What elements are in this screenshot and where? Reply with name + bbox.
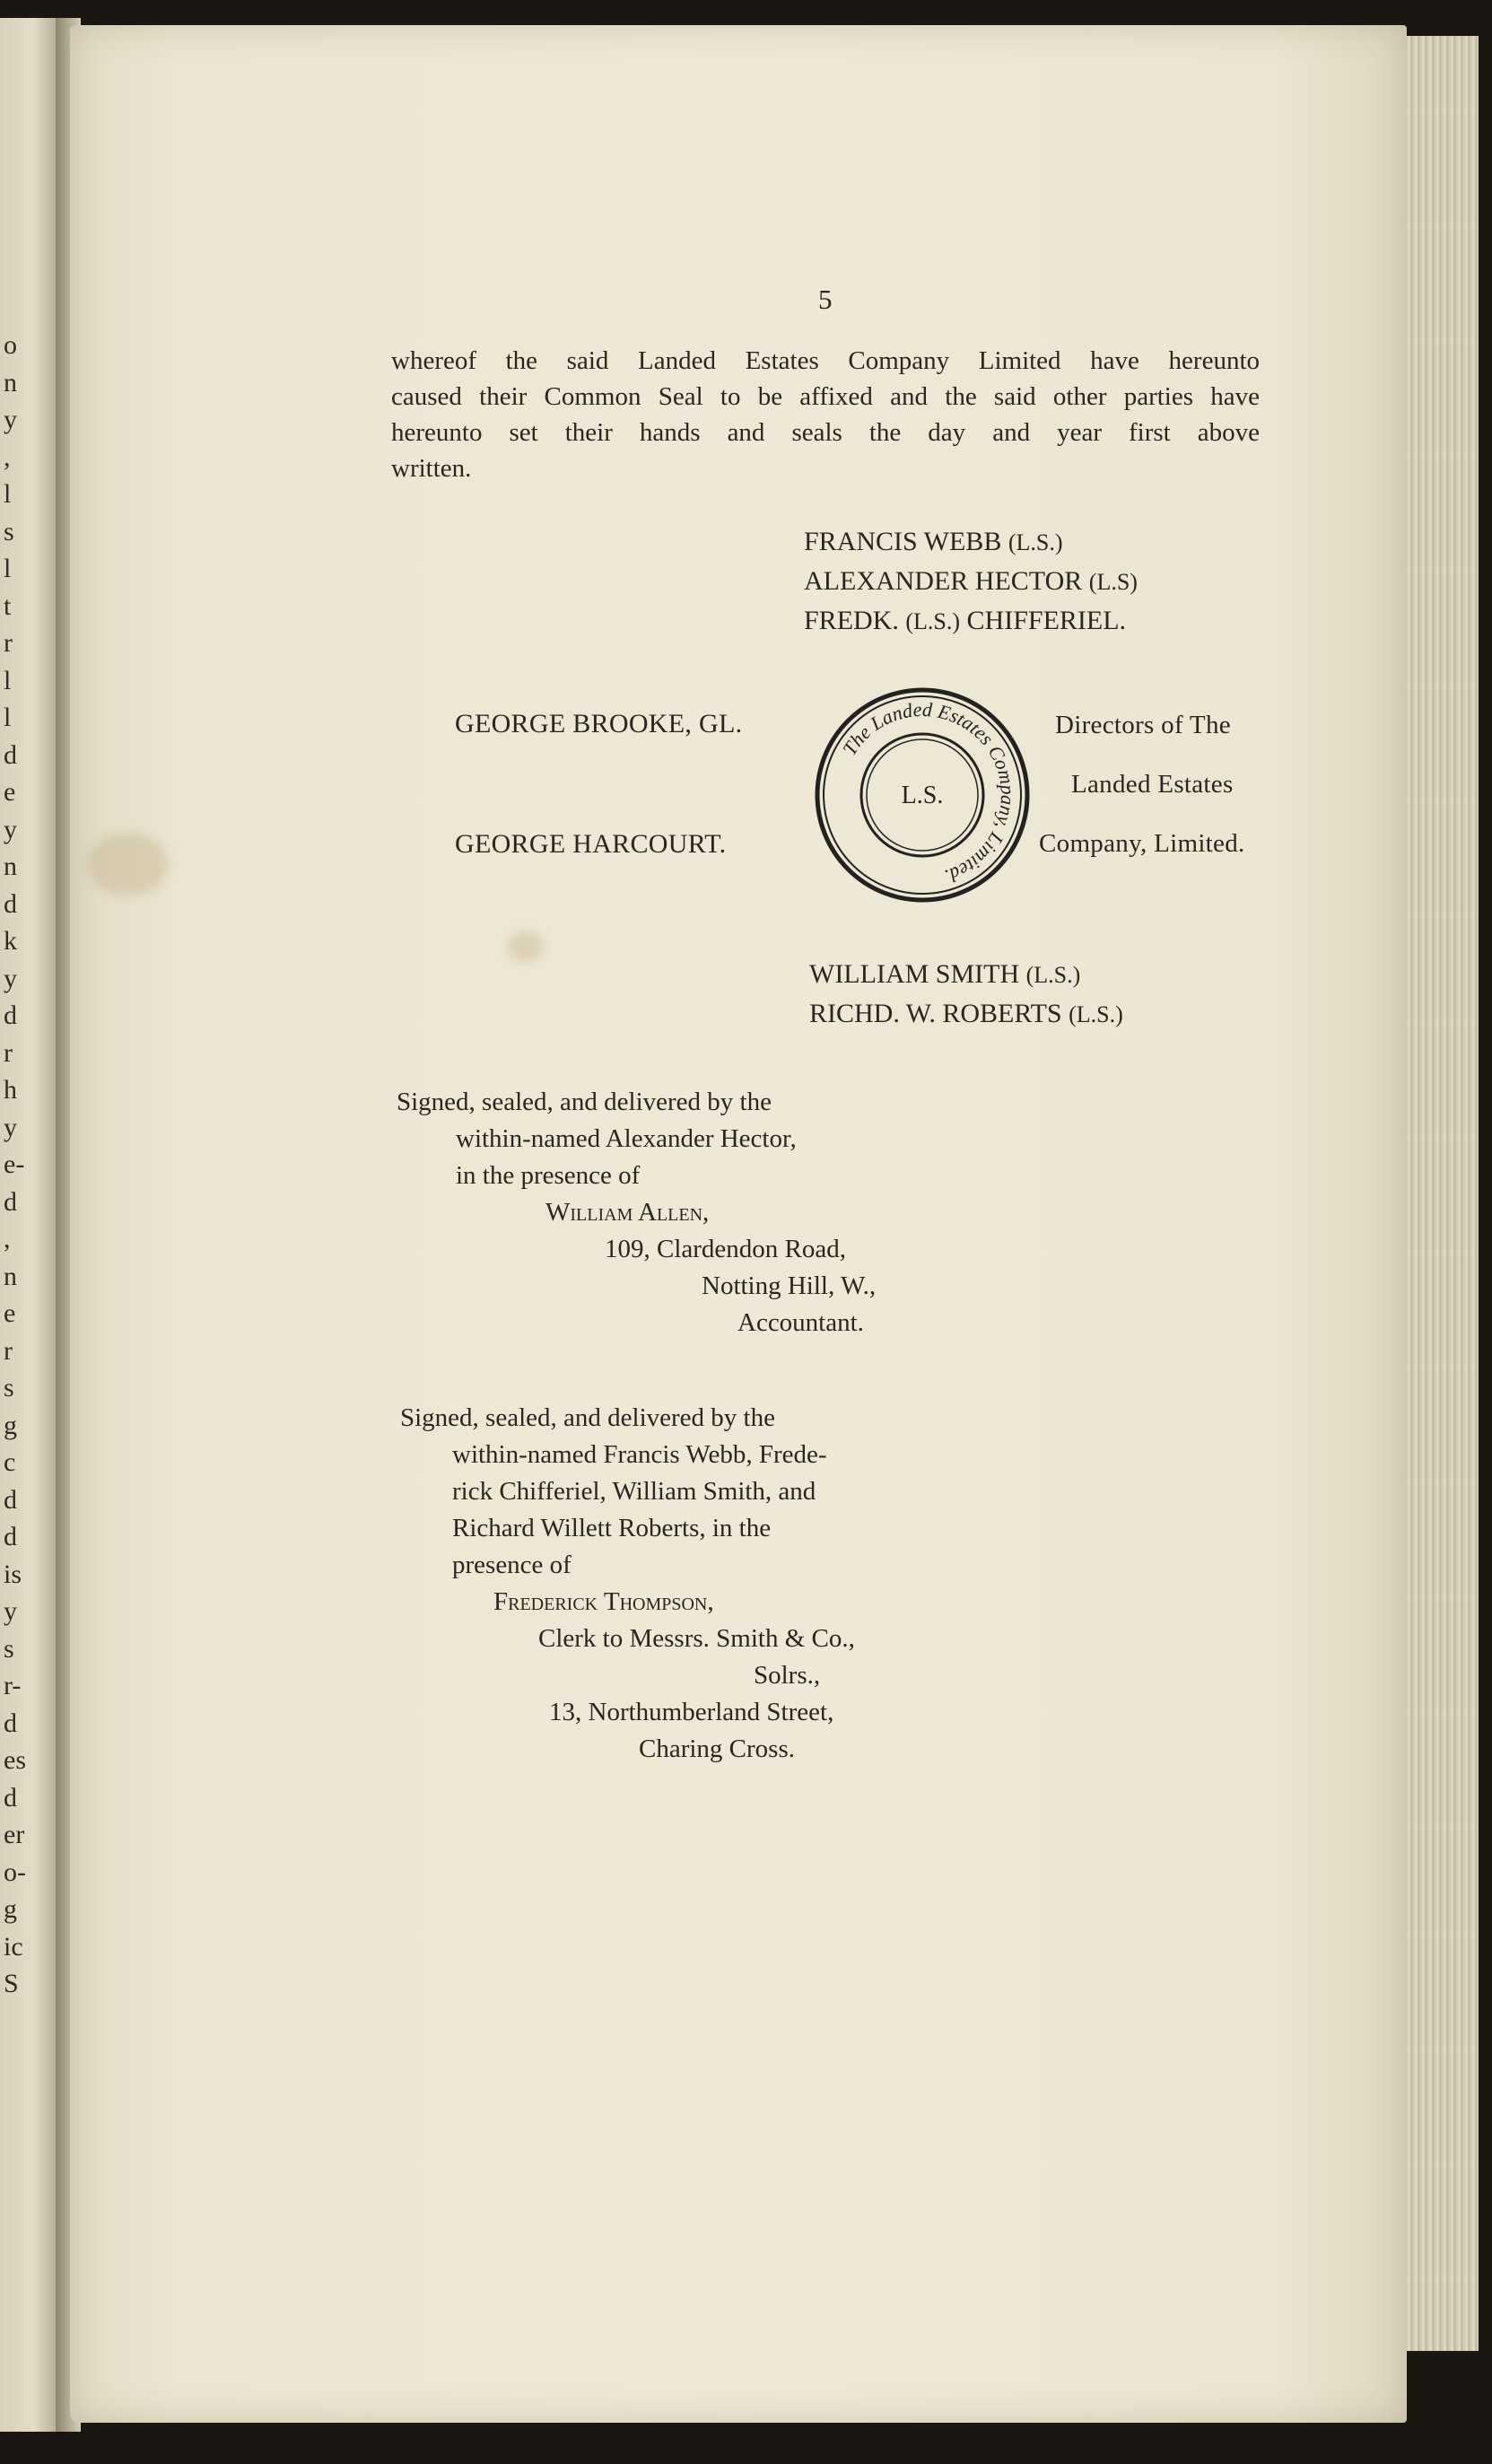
ls-mark: (L.S) (1088, 569, 1138, 595)
left-page-fragment: d (4, 1186, 17, 1217)
signatory-name: WILLIAM SMITH (809, 959, 1020, 989)
left-page-fragment: s (4, 516, 14, 546)
witness-address-line: Accountant. (737, 1308, 864, 1337)
signatory-name: RICHD. W. ROBERTS (809, 999, 1062, 1028)
left-page-fragment: t (4, 590, 12, 621)
directors-line: Landed Estates (1071, 770, 1234, 799)
left-page-fragment: S (4, 1969, 19, 1998)
signatories-top (804, 522, 1138, 641)
left-page-fragment: er (4, 1820, 25, 1849)
left-page-edge (0, 18, 56, 2432)
left-page-fragment: k (4, 926, 17, 956)
left-page-fragment: g (4, 1894, 17, 1924)
left-page-fragment: d (4, 1000, 17, 1030)
left-page-fragment: r (4, 1335, 13, 1366)
left-page-fragment: d (4, 1484, 17, 1515)
left-page-fragment: is (4, 1559, 22, 1589)
signatory-line (804, 522, 1138, 562)
left-page-fragment: g (4, 1410, 17, 1440)
body-line: hereunto set their hands and seals the day and year first above (391, 418, 1260, 447)
signatory-line (809, 994, 1123, 1034)
witness-address-line: Notting Hill, W., (702, 1271, 877, 1300)
left-page-fragment: , (4, 441, 11, 472)
left-page-fragment: r (4, 1037, 13, 1068)
witness-address-line: 13, Northumberland Street, (549, 1698, 834, 1726)
left-page-fragment: e (4, 777, 16, 807)
left-page-fragment: l (4, 665, 12, 695)
page-number: 5 (818, 284, 833, 315)
signatory-name: ALEXANDER HECTOR (804, 566, 1083, 596)
left-page-fragment: es (4, 1745, 26, 1775)
body-paragraph (391, 343, 1260, 486)
left-page-fragment: e (4, 1298, 16, 1328)
left-page-fragment: n (4, 1261, 17, 1291)
left-page-fragment: y (4, 1596, 17, 1626)
body-line: written. (391, 454, 472, 483)
ls-mark: (L.S.) (1025, 962, 1081, 988)
left-page-fragment: d (4, 1522, 17, 1551)
page-stack-edges (1407, 36, 1479, 2351)
left-page-fragment: h (4, 1075, 17, 1105)
attestation-line: Signed, sealed, and delivered by the (397, 1088, 772, 1116)
left-page-fragment: r- (4, 1671, 22, 1700)
left-page-fragment: d (4, 1708, 17, 1738)
attestation-line: presence of (452, 1551, 571, 1579)
signatories-bottom (809, 955, 1123, 1034)
attestation-francis-webb (400, 1400, 855, 1768)
left-page-fragment: y (4, 1112, 17, 1142)
witness-address-line: Charing Cross. (639, 1734, 795, 1763)
left-page-fragment: d (4, 1782, 17, 1813)
attestation-line: Richard Willett Roberts, in the (452, 1514, 772, 1542)
attestation-line: in the presence of (456, 1161, 641, 1190)
signatory-line (809, 955, 1123, 994)
seal-ring-text: The Landed Estates Company, Limited. (837, 697, 1020, 888)
witness-george-harcourt: GEORGE HARCOURT. (455, 829, 727, 859)
left-page-fragment: n (4, 367, 17, 398)
seal-center-text: L.S. (901, 782, 944, 809)
witness-george-brooke: GEORGE BROOKE, GL. (455, 709, 743, 738)
ls-mark: (L.S.) (1069, 1001, 1123, 1027)
attestation-line: within-named Francis Webb, Frede- (452, 1440, 827, 1469)
attestation-line: rick Chifferiel, William Smith, and (452, 1477, 816, 1506)
witness-name: Frederick Thompson, (493, 1587, 714, 1616)
directors-line: Company, Limited. (1039, 829, 1245, 858)
left-page-fragment: o- (4, 1857, 26, 1887)
left-page-fragment: s (4, 1633, 14, 1664)
left-page-fragment: y (4, 405, 17, 434)
signatory-line (804, 562, 1138, 601)
left-page-fragment: , (4, 1224, 11, 1254)
signatory-name: FREDK. (804, 606, 899, 635)
signatory-name: CHIFFERIEL. (966, 606, 1127, 635)
ls-mark: (L.S.) (905, 608, 961, 634)
left-page-fragment: y (4, 963, 17, 993)
left-page-fragment: d (4, 739, 17, 770)
witness-address-line: Clerk to Messrs. Smith & Co., (538, 1624, 855, 1653)
witness-address-line: Solrs., (754, 1661, 821, 1690)
left-page-fragment: l (4, 703, 12, 732)
body-line: caused their Common Seal to be affixed and the said other parties have (391, 382, 1260, 411)
ls-mark: (L.S.) (1008, 529, 1063, 555)
directors-line: Directors of The (1055, 711, 1231, 739)
left-page-fragment: ic (4, 1931, 23, 1962)
left-page-fragment: s (4, 1373, 14, 1402)
left-page-fragment: n (4, 852, 17, 881)
left-page-fragment: l (4, 479, 12, 509)
paper-stain (508, 931, 544, 962)
left-page-fragment: o (4, 330, 17, 360)
company-seal (814, 686, 1031, 904)
signatory-line (804, 601, 1138, 641)
left-page-fragment: d (4, 888, 17, 919)
witness-address-line: 109, Clardendon Road, (605, 1235, 847, 1263)
attestation-line: within-named Alexander Hector, (456, 1124, 797, 1153)
signatory-name: FRANCIS WEBB (804, 527, 1002, 556)
left-page-fragment: e- (4, 1149, 25, 1179)
left-page-fragment: l (4, 554, 12, 583)
witness-name: William Allen, (545, 1198, 710, 1227)
attestation-alexander-hector (397, 1084, 876, 1341)
left-page-fragment: c (4, 1447, 16, 1477)
left-page-fragment: y (4, 814, 17, 844)
body-line: whereof the said Landed Estates Company Limited have hereunto (391, 346, 1260, 375)
paper-stain (88, 833, 169, 896)
left-page-fragment: r (4, 628, 13, 658)
attestation-line: Signed, sealed, and delivered by the (400, 1403, 775, 1432)
